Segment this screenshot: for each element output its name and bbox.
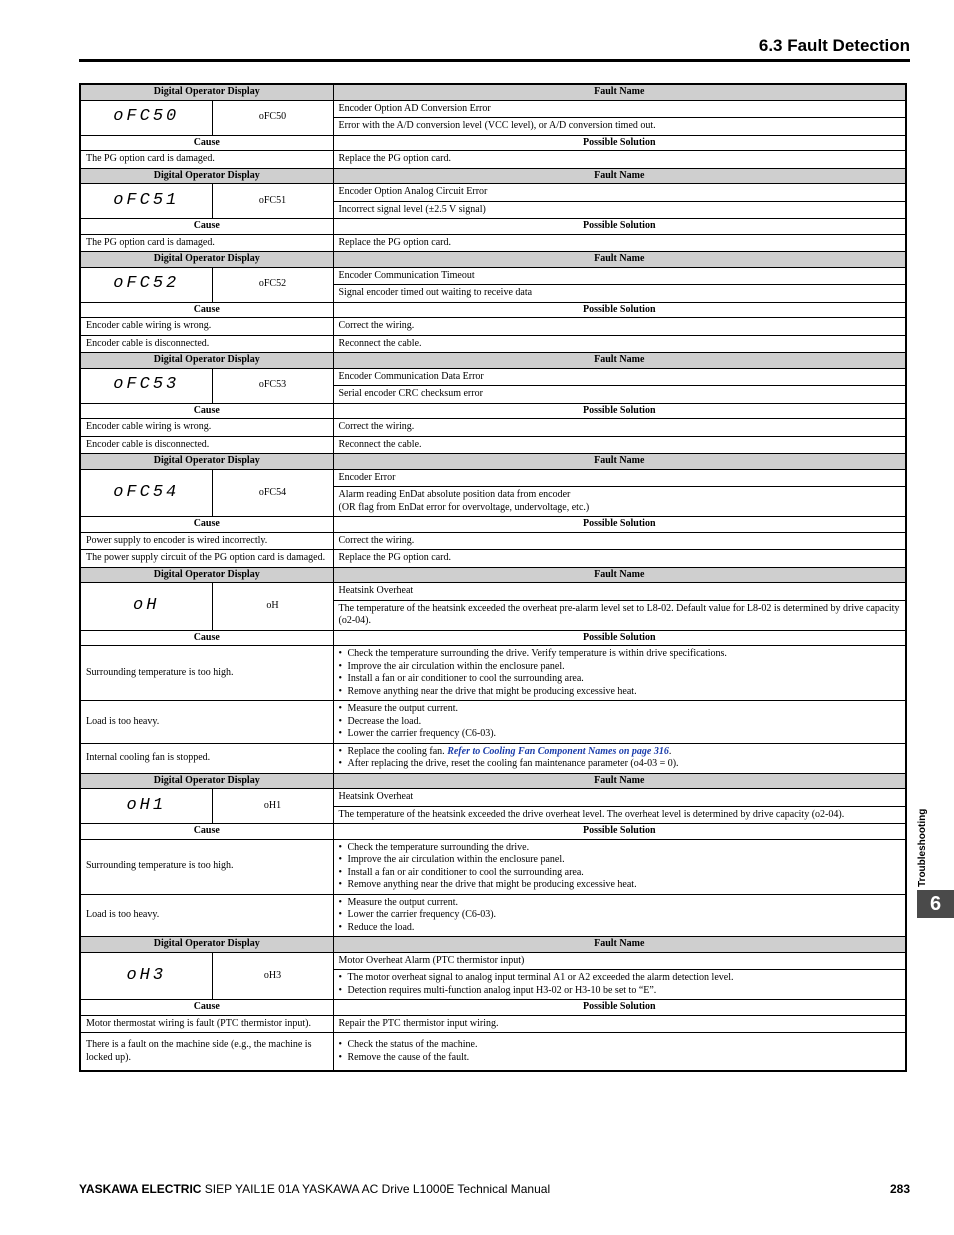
cause-row <box>80 646 906 701</box>
solution-text <box>333 646 906 701</box>
cause-text: Encoder cable wiring is wrong. <box>80 318 333 336</box>
cause-solution-header-row <box>80 1000 906 1016</box>
fault-header-row <box>80 773 906 789</box>
description-bullets <box>339 972 901 997</box>
fault-name: Encoder Communication Timeout <box>333 267 906 285</box>
solution-text: Repair the PTC thermistor input wiring. <box>333 1015 906 1033</box>
cause-text: The power supply circuit of the PG option card is damaged. <box>80 550 333 568</box>
fault-code: oH3 <box>212 952 333 1000</box>
operator-display-code: oFC51 <box>80 184 212 219</box>
fault-description <box>333 487 906 517</box>
cause-text: Load is too heavy. <box>80 894 333 937</box>
solution-header: Possible Solution <box>333 403 906 419</box>
page-reference-link[interactable]: Refer to Cooling Fan Component Names on page 316 <box>447 745 669 757</box>
cause-text: Encoder cable wiring is wrong. <box>80 419 333 437</box>
fault-code: oH <box>212 583 333 631</box>
solution-bullets <box>339 897 901 935</box>
fault-name-row <box>80 583 906 601</box>
cause-row <box>80 839 906 894</box>
fault-name-header: Fault Name <box>333 937 906 953</box>
fault-header-row <box>80 168 906 184</box>
bullet-item: • Remove anything near the drive that might be producing excessive heat. <box>339 879 901 892</box>
cause-header: Cause <box>80 824 333 840</box>
solution-bullets <box>339 703 901 741</box>
bullet-item: • Measure the output current. <box>339 703 901 716</box>
cause-row <box>80 532 906 550</box>
fault-description: Error with the A/D conversion level (VCC level), or A/D conversion timed out. <box>333 118 906 136</box>
cause-solution-header-row <box>80 219 906 235</box>
fault-name: Motor Overheat Alarm (PTC thermistor input) <box>333 952 906 970</box>
digital-operator-display-header: Digital Operator Display <box>80 252 333 268</box>
cause-row <box>80 894 906 937</box>
cause-text: Power supply to encoder is wired incorrectly. <box>80 532 333 550</box>
operator-display-code: oFC53 <box>80 368 212 403</box>
digital-operator-display-header: Digital Operator Display <box>80 84 333 100</box>
solution-header: Possible Solution <box>333 630 906 646</box>
fault-name: Encoder Option AD Conversion Error <box>333 100 906 118</box>
digital-operator-display-header: Digital Operator Display <box>80 773 333 789</box>
solution-header: Possible Solution <box>333 302 906 318</box>
fault-name-header: Fault Name <box>333 454 906 470</box>
cause-text: Encoder cable is disconnected. <box>80 335 333 353</box>
fault-name-header: Fault Name <box>333 773 906 789</box>
cause-text: Motor thermostat wiring is fault (PTC thermistor input). <box>80 1015 333 1033</box>
cause-solution-header-row <box>80 302 906 318</box>
cause-text: The PG option card is damaged. <box>80 234 333 252</box>
cause-header: Cause <box>80 135 333 151</box>
cause-text: There is a fault on the machine side (e.g., the machine is locked up). <box>80 1033 333 1072</box>
fault-description: The temperature of the heatsink exceeded the overheat pre-alarm level set to L8-02. Default value for L8-02 is determined by drive capacity (o2-04). <box>333 600 906 630</box>
cause-row <box>80 701 906 744</box>
fault-header-row <box>80 84 906 100</box>
solution-text <box>333 701 906 744</box>
footer <box>79 1182 550 1196</box>
solution-text <box>333 839 906 894</box>
fault-description <box>333 970 906 1000</box>
fault-name: Encoder Option Analog Circuit Error <box>333 184 906 202</box>
fault-name-header: Fault Name <box>333 567 906 583</box>
digital-operator-display-header: Digital Operator Display <box>80 454 333 470</box>
bullet-item: • Improve the air circulation within the enclosure panel. <box>339 661 901 674</box>
cause-solution-header-row <box>80 517 906 533</box>
operator-display-code: oH3 <box>80 952 212 1000</box>
fault-code: oFC50 <box>212 100 333 135</box>
fault-name-header: Fault Name <box>333 353 906 369</box>
cause-header: Cause <box>80 1000 333 1016</box>
solution-text <box>333 1033 906 1072</box>
bullet-item: • Remove the cause of the fault. <box>339 1052 901 1065</box>
bullet-item: • Install a fan or air conditioner to cool the surrounding area. <box>339 867 901 880</box>
solution-text: Reconnect the cable. <box>333 436 906 454</box>
cause-solution-header-row <box>80 824 906 840</box>
fault-code: oFC52 <box>212 267 333 302</box>
cause-row <box>80 550 906 568</box>
description-line: Alarm reading EnDat absolute position data from encoder <box>338 489 571 500</box>
cause-header: Cause <box>80 302 333 318</box>
solution-text: Correct the wiring. <box>333 419 906 437</box>
cause-header: Cause <box>80 403 333 419</box>
bullet-item: • Reduce the load. <box>339 922 901 935</box>
solution-header: Possible Solution <box>333 1000 906 1016</box>
solution-text <box>333 894 906 937</box>
solution-text: Replace the PG option card. <box>333 151 906 169</box>
cause-row <box>80 1015 906 1033</box>
fault-header-row <box>80 937 906 953</box>
bullet-item: • Improve the air circulation within the enclosure panel. <box>339 854 901 867</box>
cause-solution-header-row <box>80 135 906 151</box>
solution-header: Possible Solution <box>333 517 906 533</box>
fault-name-row <box>80 184 906 202</box>
bullet-item: • Detection requires multi-function analog input H3-02 or H3-10 be set to “E”. <box>339 985 901 998</box>
fault-name-header: Fault Name <box>333 84 906 100</box>
fault-header-row <box>80 353 906 369</box>
fault-name: Encoder Error <box>333 469 906 487</box>
cause-text: Encoder cable is disconnected. <box>80 436 333 454</box>
bullet-item: • After replacing the drive, reset the cooling fan maintenance parameter (o4-03 = 0). <box>339 758 901 771</box>
fault-name: Heatsink Overheat <box>333 789 906 807</box>
description-line: (OR flag from EnDat error for overvoltage, undervoltage, etc.) <box>338 501 590 513</box>
solution-bullets <box>339 648 901 698</box>
solution-text: Reconnect the cable. <box>333 335 906 353</box>
bullet-item: • The motor overheat signal to analog input terminal A1 or A2 exceeded the alarm detection level. <box>339 972 901 985</box>
fault-name-row <box>80 100 906 118</box>
cause-header: Cause <box>80 219 333 235</box>
fault-name-header: Fault Name <box>333 168 906 184</box>
cause-header: Cause <box>80 630 333 646</box>
footer-manual-title: SIEP YAIL1E 01A YASKAWA AC Drive L1000E Technical Manual <box>201 1182 551 1196</box>
bullet-item: • Check the temperature surrounding the drive. Verify temperature is within drive specifications. <box>339 648 901 661</box>
cause-row <box>80 436 906 454</box>
fault-name-row <box>80 267 906 285</box>
bullet-item: • Check the temperature surrounding the drive. <box>339 842 901 855</box>
cause-row <box>80 234 906 252</box>
digital-operator-display-header: Digital Operator Display <box>80 168 333 184</box>
bullet-item: • Lower the carrier frequency (C6-03). <box>339 728 901 741</box>
cause-row <box>80 1033 906 1072</box>
fault-name: Heatsink Overheat <box>333 583 906 601</box>
solution-header: Possible Solution <box>333 219 906 235</box>
fault-code: oFC54 <box>212 469 333 517</box>
operator-display-code: oFC54 <box>80 469 212 517</box>
operator-display-code: oH <box>80 583 212 631</box>
cause-row <box>80 335 906 353</box>
fault-header-row <box>80 252 906 268</box>
solution-bullets <box>339 746 901 771</box>
chapter-tab: 6 <box>917 890 954 918</box>
bullet-text: . <box>668 745 672 757</box>
cause-text: Load is too heavy. <box>80 701 333 744</box>
cause-header: Cause <box>80 517 333 533</box>
solution-text: Replace the PG option card. <box>333 550 906 568</box>
cause-text: Internal cooling fan is stopped. <box>80 743 333 773</box>
bullet-item: • Remove anything near the drive that might be producing excessive heat. <box>339 686 901 699</box>
fault-header-row <box>80 454 906 470</box>
bullet-item: • Measure the output current. <box>339 897 901 910</box>
bullet-item <box>339 746 901 759</box>
cause-row <box>80 419 906 437</box>
solution-text: Correct the wiring. <box>333 318 906 336</box>
fault-header-row <box>80 567 906 583</box>
fault-name-row <box>80 368 906 386</box>
digital-operator-display-header: Digital Operator Display <box>80 353 333 369</box>
solution-bullets <box>339 842 901 892</box>
cause-row <box>80 743 906 773</box>
cause-text: The PG option card is damaged. <box>80 151 333 169</box>
cause-text: Surrounding temperature is too high. <box>80 646 333 701</box>
fault-description: The temperature of the heatsink exceeded the drive overheat level. The overheat level is determined by drive capacity (o2-04). <box>333 806 906 824</box>
fault-description: Serial encoder CRC checksum error <box>333 386 906 404</box>
cause-row <box>80 151 906 169</box>
operator-display-code: oFC52 <box>80 267 212 302</box>
fault-code: oH1 <box>212 789 333 824</box>
digital-operator-display-header: Digital Operator Display <box>80 937 333 953</box>
header-rule <box>79 59 910 62</box>
fault-code: oFC51 <box>212 184 333 219</box>
fault-description: Incorrect signal level (±2.5 V signal) <box>333 201 906 219</box>
cause-solution-header-row <box>80 403 906 419</box>
bullet-item: • Decrease the load. <box>339 716 901 729</box>
cause-text: Surrounding temperature is too high. <box>80 839 333 894</box>
solution-header: Possible Solution <box>333 135 906 151</box>
side-tab-label: Troubleshooting <box>917 808 928 887</box>
fault-name-header: Fault Name <box>333 252 906 268</box>
solution-text: Replace the PG option card. <box>333 234 906 252</box>
bullet-item: • Check the status of the machine. <box>339 1039 901 1052</box>
solution-header: Possible Solution <box>333 824 906 840</box>
fault-code: oFC53 <box>212 368 333 403</box>
bullet-item: • Install a fan or air conditioner to cool the surrounding area. <box>339 673 901 686</box>
bullet-text: Replace the cooling fan. <box>347 745 448 757</box>
fault-name: Encoder Communication Data Error <box>333 368 906 386</box>
footer-brand: YASKAWA ELECTRIC <box>79 1182 202 1196</box>
fault-name-row <box>80 952 906 970</box>
cause-row <box>80 318 906 336</box>
fault-name-row <box>80 789 906 807</box>
cause-solution-header-row <box>80 630 906 646</box>
fault-description: Signal encoder timed out waiting to receive data <box>333 285 906 303</box>
solution-text <box>333 743 906 773</box>
operator-display-code: oH1 <box>80 789 212 824</box>
operator-display-code: oFC50 <box>80 100 212 135</box>
fault-table <box>79 83 907 1072</box>
solution-bullets <box>339 1039 901 1064</box>
section-title: 6.3 Fault Detection <box>758 36 910 55</box>
digital-operator-display-header: Digital Operator Display <box>80 567 333 583</box>
fault-name-row <box>80 469 906 487</box>
bullet-item: • Lower the carrier frequency (C6-03). <box>339 909 901 922</box>
page-number: 283 <box>889 1182 910 1196</box>
solution-text: Correct the wiring. <box>333 532 906 550</box>
